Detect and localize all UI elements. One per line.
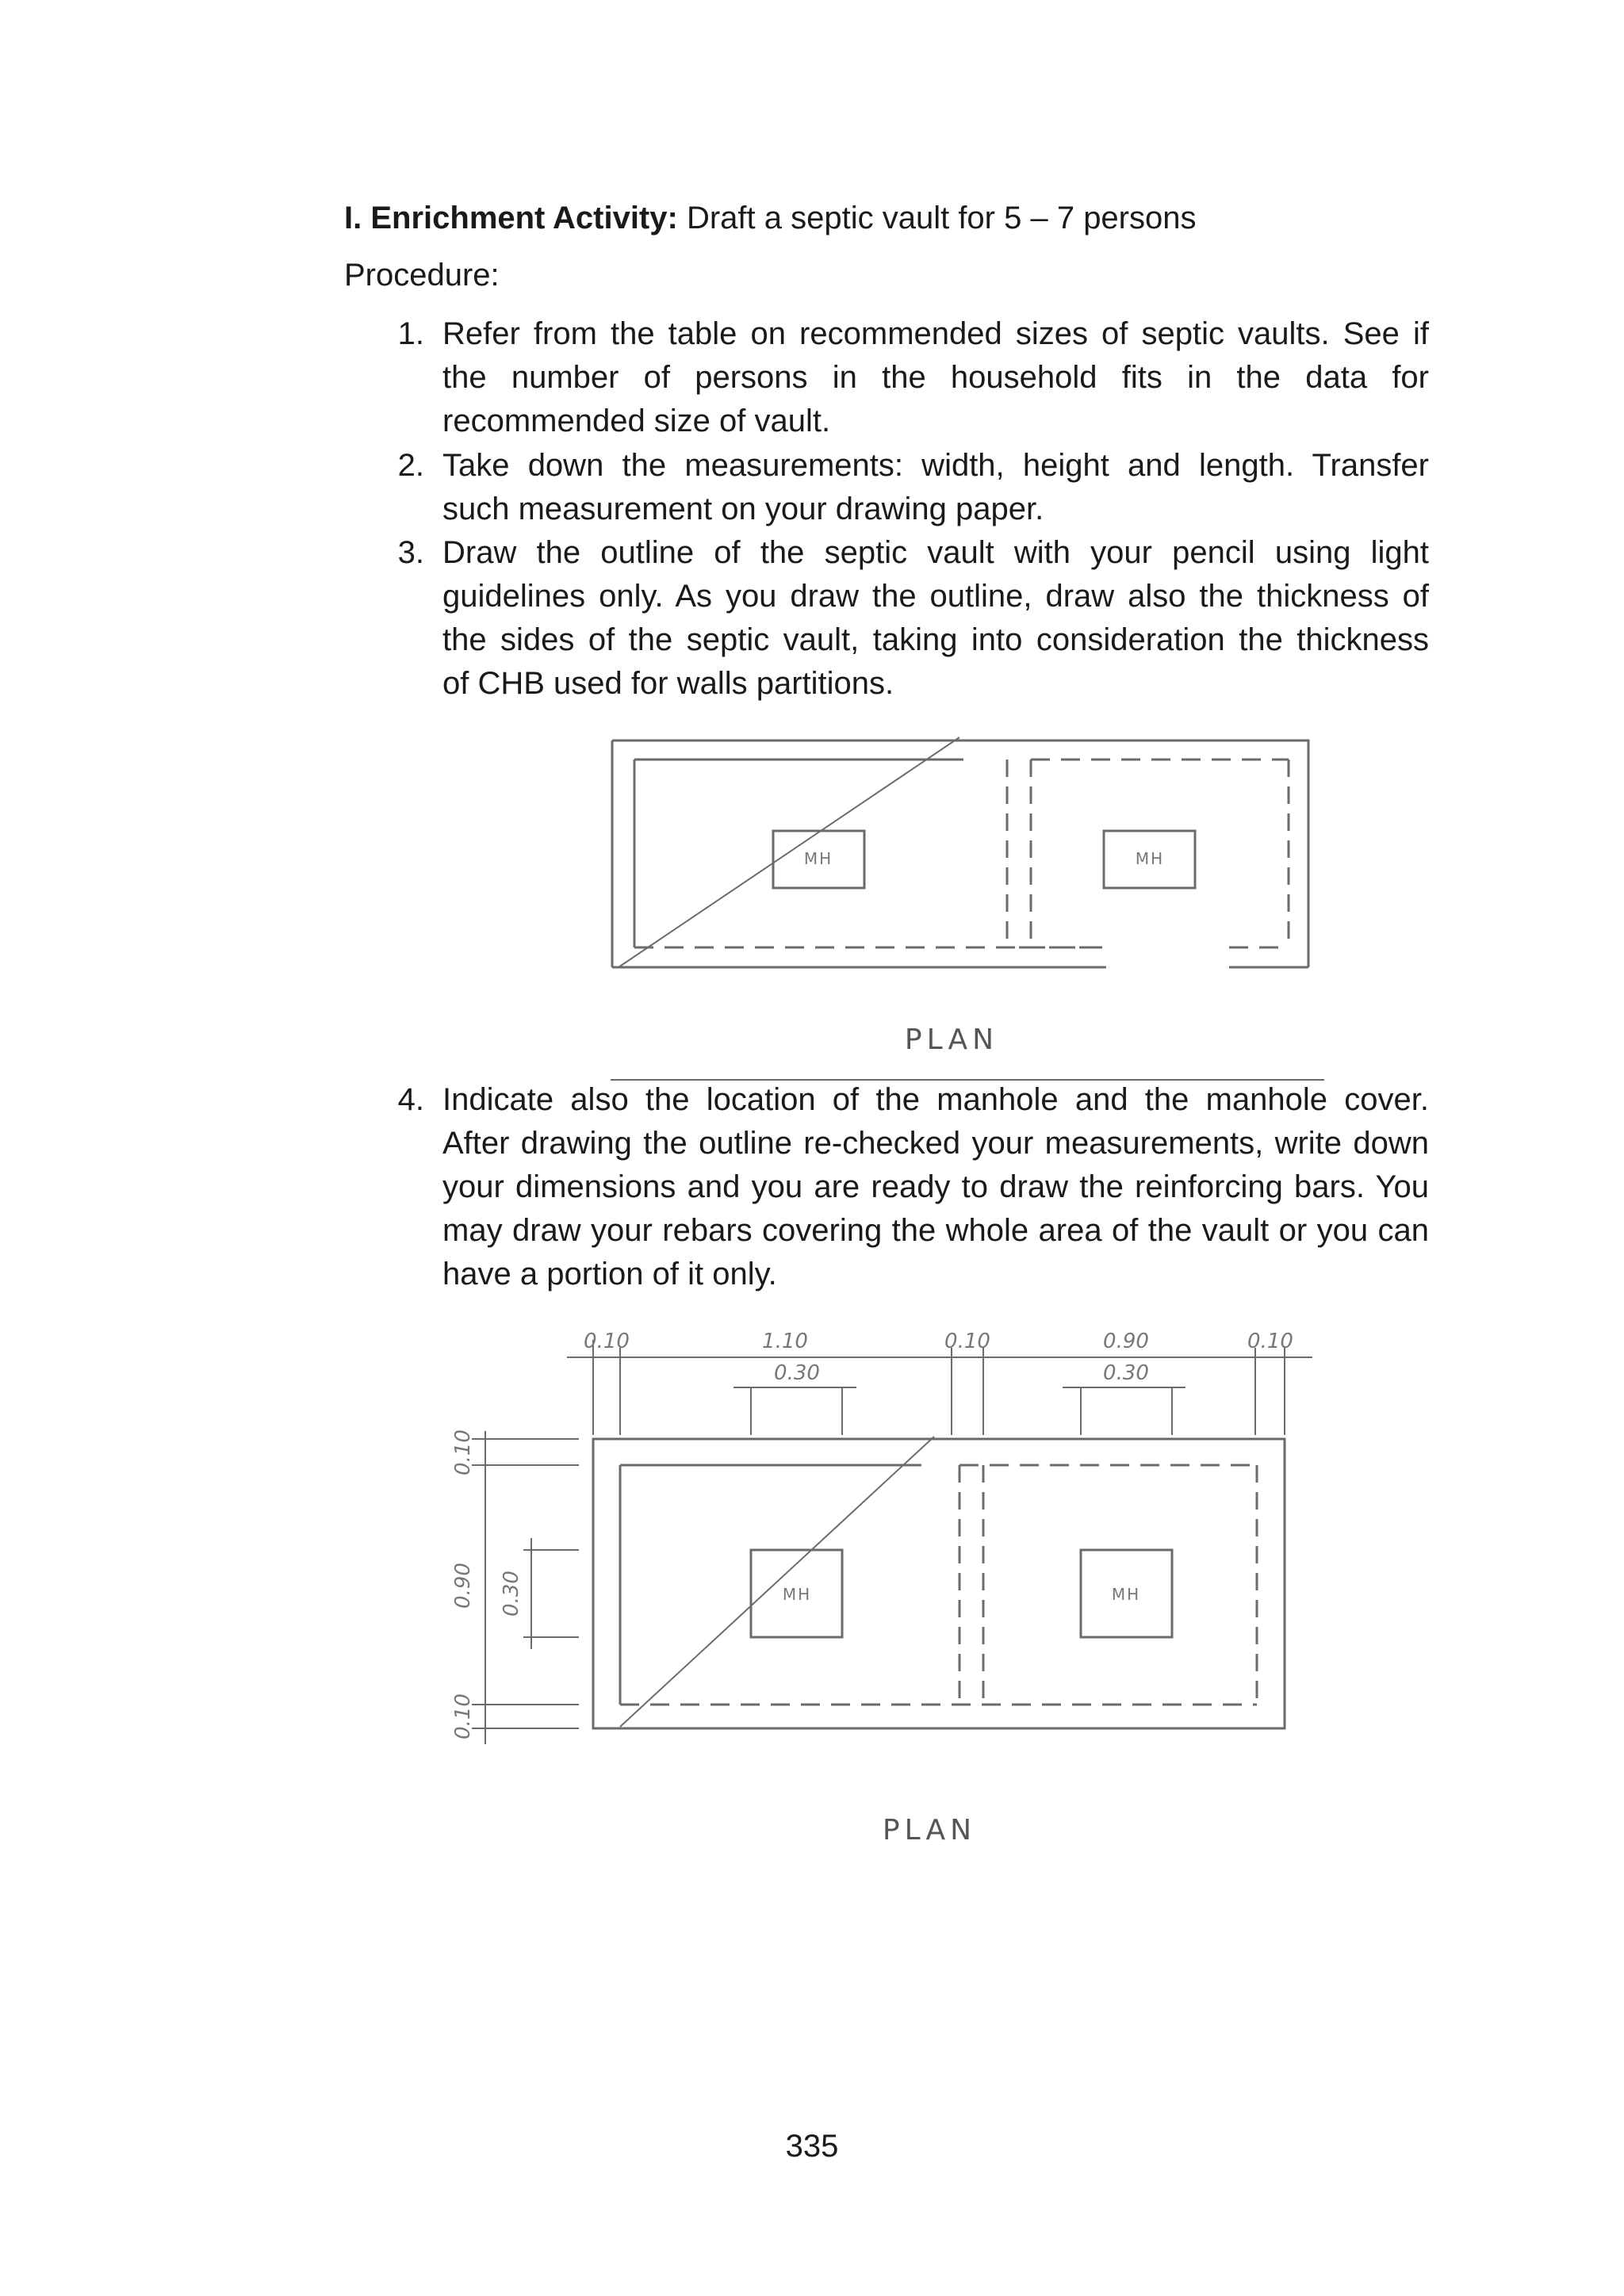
step-1-line: the number of persons in the household fits in the data for bbox=[442, 360, 1429, 395]
step-2-text bbox=[442, 444, 1429, 531]
step-1-number: 1. bbox=[397, 316, 424, 351]
dimension-left-wall-1: 0.10 bbox=[451, 1429, 475, 1475]
step-3-line: Draw the outline of the septic vault with your pencil using light bbox=[442, 535, 1429, 570]
step-2-number: 2. bbox=[397, 448, 424, 483]
dimension-top-manhole-2: 0.30 bbox=[1103, 1361, 1149, 1385]
figure-1-caption: PLAN bbox=[904, 1024, 999, 1056]
step-1-text bbox=[442, 312, 1429, 443]
step-3-line: the sides of the septic vault, taking into consideration the thickness bbox=[442, 622, 1429, 657]
activity-heading-label: I. Enrichment Activity: bbox=[344, 201, 678, 235]
step-4-line: your dimensions and you are ready to draw the reinforcing bars. You bbox=[442, 1169, 1429, 1204]
manhole-label-4: MH bbox=[1111, 1585, 1141, 1604]
dimension-top-manhole-1: 0.30 bbox=[774, 1361, 820, 1385]
page-number: 335 bbox=[785, 2129, 839, 2164]
septic-vault-plan-drawing-1 bbox=[603, 737, 1324, 1086]
dimension-left-manhole: 0.30 bbox=[500, 1571, 523, 1617]
manhole-label-3: MH bbox=[782, 1585, 812, 1604]
dimension-top-wall-2: 0.10 bbox=[1247, 1330, 1293, 1353]
step-2-line: such measurement on your drawing paper. bbox=[442, 492, 1044, 526]
septic-vault-plan-drawing-2 bbox=[436, 1300, 1324, 1871]
dimension-left-chamber: 0.90 bbox=[451, 1563, 475, 1609]
activity-heading bbox=[344, 197, 1454, 240]
activity-heading-text: Draft a septic vault for 5 – 7 persons bbox=[686, 201, 1197, 235]
step-1-line: recommended size of vault. bbox=[442, 404, 831, 438]
dimension-top-wall-1: 0.10 bbox=[584, 1330, 630, 1353]
step-4-text bbox=[442, 1078, 1429, 1296]
procedure-label: Procedure: bbox=[344, 258, 500, 293]
step-4-line: Indicate also the location of the manhole and the manhole cover. bbox=[442, 1082, 1429, 1117]
dimension-top-chamber-1: 1.10 bbox=[762, 1330, 808, 1353]
manhole-label-1: MH bbox=[803, 849, 833, 868]
manhole-label-2: MH bbox=[1135, 849, 1165, 868]
dimension-left-wall-2: 0.10 bbox=[451, 1693, 475, 1739]
step-2-line: Take down the measurements: width, height and length. Transfer bbox=[442, 448, 1429, 483]
step-1-line: Refer from the table on recommended sizes of septic vaults. See if bbox=[442, 316, 1429, 351]
figure-2-caption: PLAN bbox=[882, 1814, 977, 1846]
step-3-line: of CHB used for walls partitions. bbox=[442, 666, 894, 701]
step-3-number: 3. bbox=[397, 535, 424, 570]
step-4-line: have a portion of it only. bbox=[442, 1257, 777, 1292]
dimension-top-chamber-2: 0.90 bbox=[1103, 1330, 1149, 1353]
dimension-top-partition: 0.10 bbox=[944, 1330, 990, 1353]
step-3-text bbox=[442, 531, 1429, 706]
step-4-line: After drawing the outline re-checked your measurements, write down bbox=[442, 1126, 1429, 1161]
step-4-number: 4. bbox=[397, 1082, 424, 1117]
step-4-line: may draw your rebars covering the whole area of the vault or you can bbox=[442, 1213, 1429, 1248]
step-3-line: guidelines only. As you draw the outline, draw also the thickness of bbox=[442, 579, 1429, 614]
